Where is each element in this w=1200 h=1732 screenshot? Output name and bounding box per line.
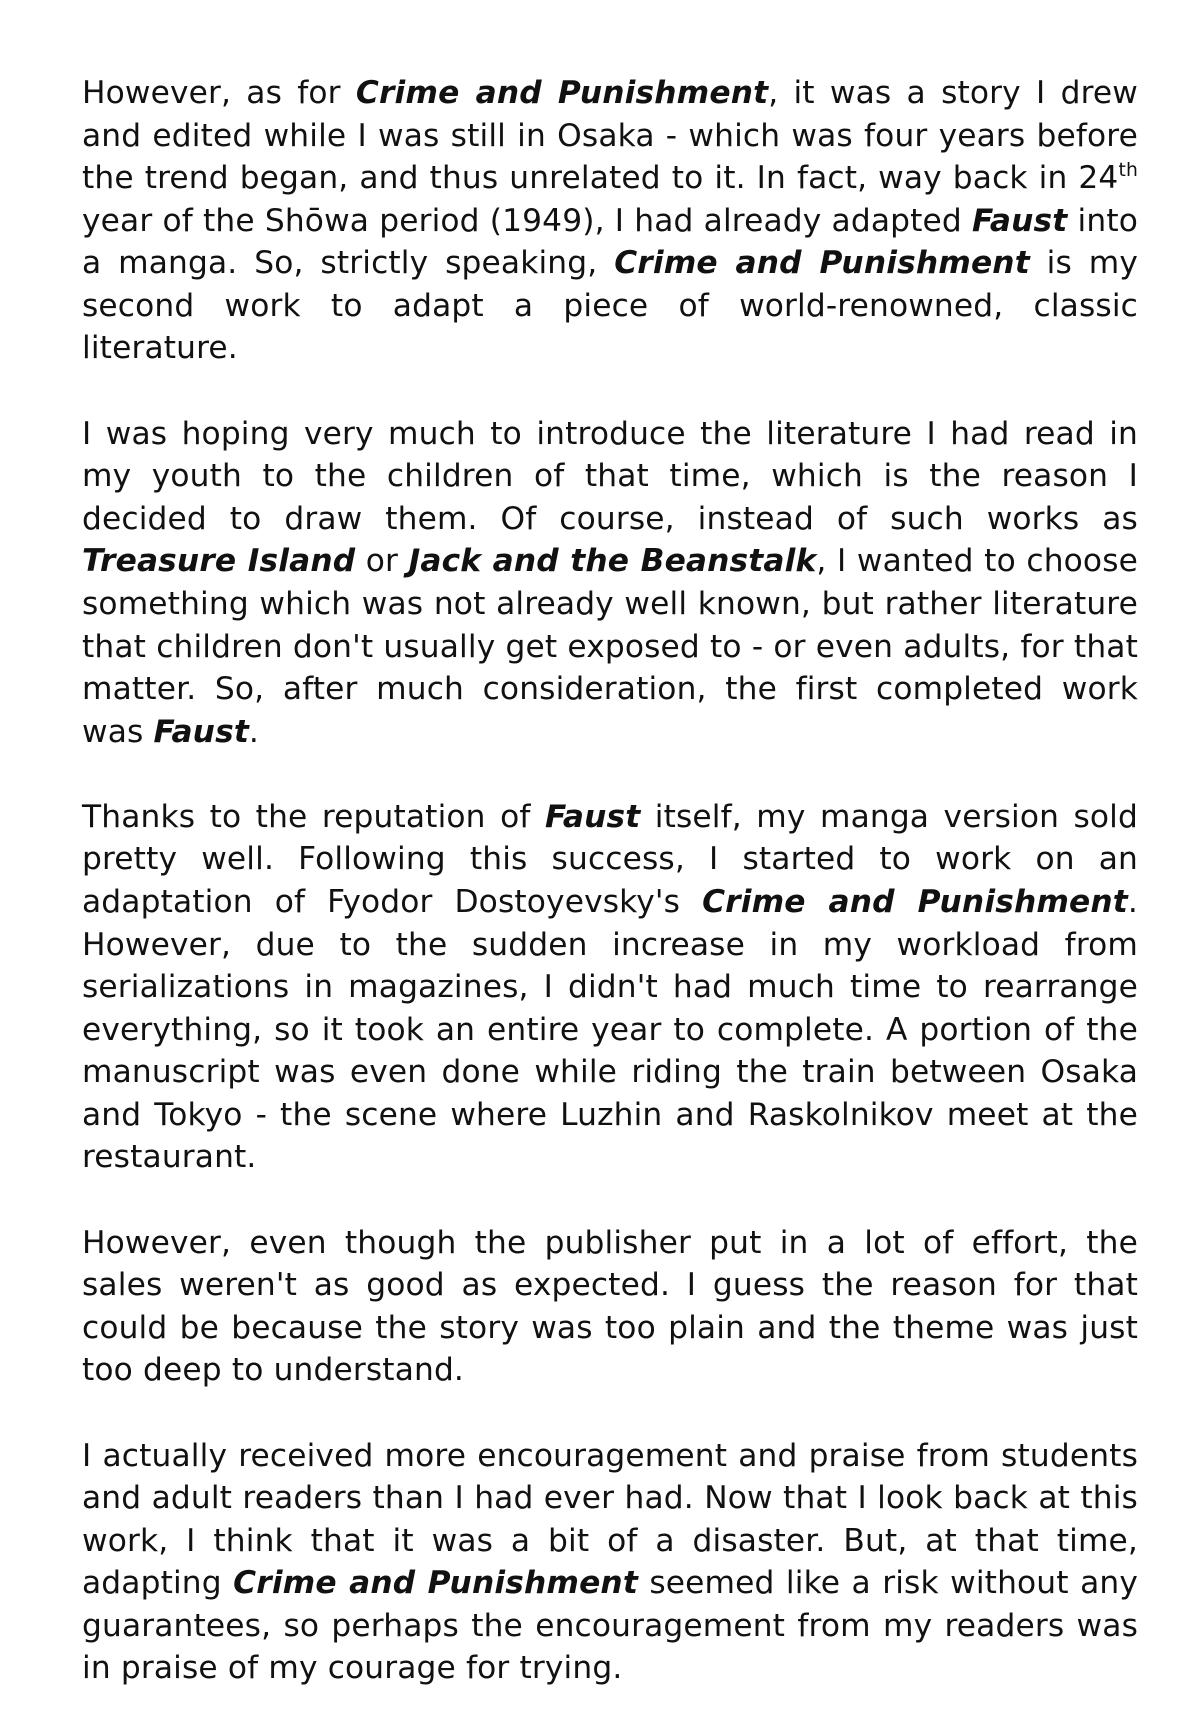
paragraph [82, 413, 1138, 754]
text-run: However, even though the publisher put in a lot of effort, the sales weren't as good as expected. I guess the reason for that could be because the story was too plain and the theme was just too deep to understand. [82, 1224, 1138, 1389]
text-run: into a manga. So, strictly speaking, [82, 202, 1138, 282]
work-title: Faust [544, 798, 641, 835]
paragraph [82, 72, 1138, 370]
ordinal-suffix: th [1118, 159, 1138, 181]
text-run: Thanks to the reputation of [82, 798, 545, 835]
text-run: or [355, 543, 409, 580]
text-run: , it was a story I drew and edited while I was still in Osaka - which was four years before the trend began, and thus unrelated to it. In fact, way back in 24 [82, 75, 1138, 197]
work-title: Faust [972, 202, 1068, 239]
work-title: Crime and Punishment [355, 75, 769, 111]
work-title: Crime and Punishment [614, 245, 1030, 282]
text-run: year of the Shōwa period (1949), I had already adapted [82, 202, 973, 239]
paragraph [82, 1222, 1138, 1392]
text-run: However, as for [82, 75, 356, 111]
text-run: I was hoping very much to introduce the literature I had read in my youth to the children of that time, which is the reason I decided to draw them. Of course, instead of such works as [82, 415, 1138, 537]
work-title: Crime and Punishment [702, 883, 1128, 920]
text-run: itself, my manga version sold pretty well. Following this success, I started to work on an adaptation of Fyodor Dostoyevsky's [82, 798, 1139, 920]
work-title: Treasure Island [82, 543, 356, 580]
text-body [82, 72, 1138, 1690]
text-run: , I wanted to choose something which was not already well known, but rather literature that children don't usually get exposed to - or even adults, for that matter. So, after much consideration, the first completed work was [82, 543, 1139, 750]
text-run: . However, due to the sudden increase in my workload from serializations in magazines, I didn't had much time to rearrange everything, so it took an entire year to complete. A portion of the manuscript was even done while riding the train between Osaka and Tokyo - the scene where Luzhin and Raskolnikov meet at the restaurant. [82, 883, 1138, 1176]
work-title: Jack and the Beanstalk [408, 543, 817, 580]
text-run: seemed like a risk without any guarantees, so perhaps the encouragement from my readers was in praise of my courage for trying. [82, 1565, 1138, 1687]
paragraph [82, 1435, 1138, 1690]
work-title: Crime and Punishment [233, 1565, 638, 1602]
work-title: Faust [153, 713, 249, 750]
text-run: . [248, 713, 260, 750]
paragraph [82, 796, 1138, 1179]
text-run: I actually received more encouragement and praise from students and adult readers than I had ever had. Now that I look back at this work, I think that it was a bit of a disaster. But, at that time, adapting [82, 1437, 1138, 1602]
text-run: is my second work to adapt a piece of world-renowned, classic literature. [82, 245, 1138, 367]
